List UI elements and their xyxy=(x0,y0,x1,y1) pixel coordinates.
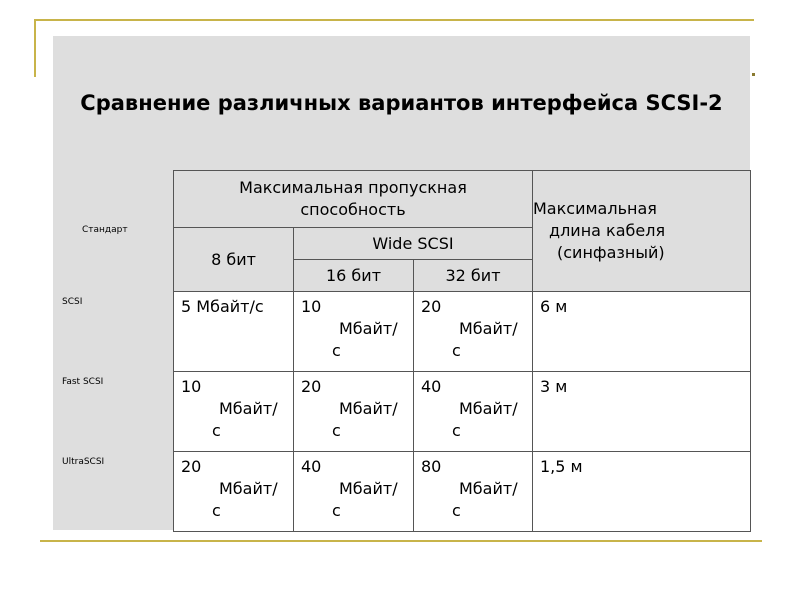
cell-unit: Мбайт/ xyxy=(339,399,398,418)
header-16bit: 16 бит xyxy=(294,260,414,292)
cell-value: 1,5 м xyxy=(540,457,583,476)
header-bandwidth: Максимальная пропускная способность xyxy=(174,171,533,228)
cell-fast-length xyxy=(533,372,751,452)
cell-number: 40 xyxy=(421,377,442,396)
cell-unit-end: с xyxy=(452,501,461,520)
header-cable-line3: (синфазный) xyxy=(557,243,665,262)
cell-scsi-16bit xyxy=(294,292,414,372)
header-cable-length xyxy=(533,171,751,292)
decor-bottom-line xyxy=(40,540,762,542)
row-label-fast-scsi: Fast SCSI xyxy=(62,377,104,387)
cell-unit-end: с xyxy=(332,421,341,440)
cell-unit: Мбайт/ xyxy=(219,399,278,418)
cell-scsi-length xyxy=(533,292,751,372)
cell-value: 3 м xyxy=(540,377,568,396)
header-cable-line1: Максимальная xyxy=(533,199,657,218)
title-area xyxy=(53,36,750,170)
row-label-column xyxy=(53,170,173,530)
cell-fast-8bit xyxy=(174,372,294,452)
header-8bit: 8 бит xyxy=(174,228,294,292)
cell-unit-end: с xyxy=(332,341,341,360)
comparison-table xyxy=(173,170,751,532)
cell-unit-end: с xyxy=(212,501,221,520)
cell-number: 20 xyxy=(421,297,442,316)
row-label-ultrascsi: UltraSCSI xyxy=(62,457,105,467)
decor-top-line xyxy=(34,19,754,21)
cell-unit-end: с xyxy=(332,501,341,520)
cell-number: 20 xyxy=(301,377,322,396)
row-label-scsi: SCSI xyxy=(62,297,83,307)
cell-ultra-length xyxy=(533,452,751,532)
cell-ultra-8bit xyxy=(174,452,294,532)
cell-fast-16bit xyxy=(294,372,414,452)
cell-ultra-32bit xyxy=(414,452,533,532)
cell-number: 10 xyxy=(181,377,202,396)
cell-unit: Мбайт/ xyxy=(219,479,278,498)
decor-left-line xyxy=(34,19,36,77)
slide-title: Сравнение различных вариантов интерфейса SCSI-2 xyxy=(80,91,723,115)
header-wide-scsi: Wide SCSI xyxy=(294,228,533,260)
cell-value: 5 Мбайт/с xyxy=(181,297,264,316)
cell-scsi-8bit xyxy=(174,292,294,372)
cell-unit-end: с xyxy=(452,421,461,440)
cell-scsi-32bit xyxy=(414,292,533,372)
cell-unit-end: с xyxy=(212,421,221,440)
table-row xyxy=(174,372,751,452)
header-standard: Стандарт xyxy=(82,225,128,235)
cell-unit: Мбайт/ xyxy=(339,319,398,338)
table-row xyxy=(174,292,751,372)
cell-unit: Мбайт/ xyxy=(459,319,518,338)
header-cable-line2: длина кабеля xyxy=(549,221,666,240)
cell-number: 40 xyxy=(301,457,322,476)
cell-number: 80 xyxy=(421,457,442,476)
cell-unit: Мбайт/ xyxy=(459,399,518,418)
cell-ultra-16bit xyxy=(294,452,414,532)
table-row xyxy=(174,452,751,532)
cell-fast-32bit xyxy=(414,372,533,452)
cell-unit: Мбайт/ xyxy=(459,479,518,498)
cell-number: 10 xyxy=(301,297,322,316)
cell-unit-end: с xyxy=(452,341,461,360)
cell-number: 20 xyxy=(181,457,202,476)
cell-unit: Мбайт/ xyxy=(339,479,398,498)
header-32bit: 32 бит xyxy=(414,260,533,292)
cell-value: 6 м xyxy=(540,297,568,316)
decor-dot xyxy=(752,73,755,76)
